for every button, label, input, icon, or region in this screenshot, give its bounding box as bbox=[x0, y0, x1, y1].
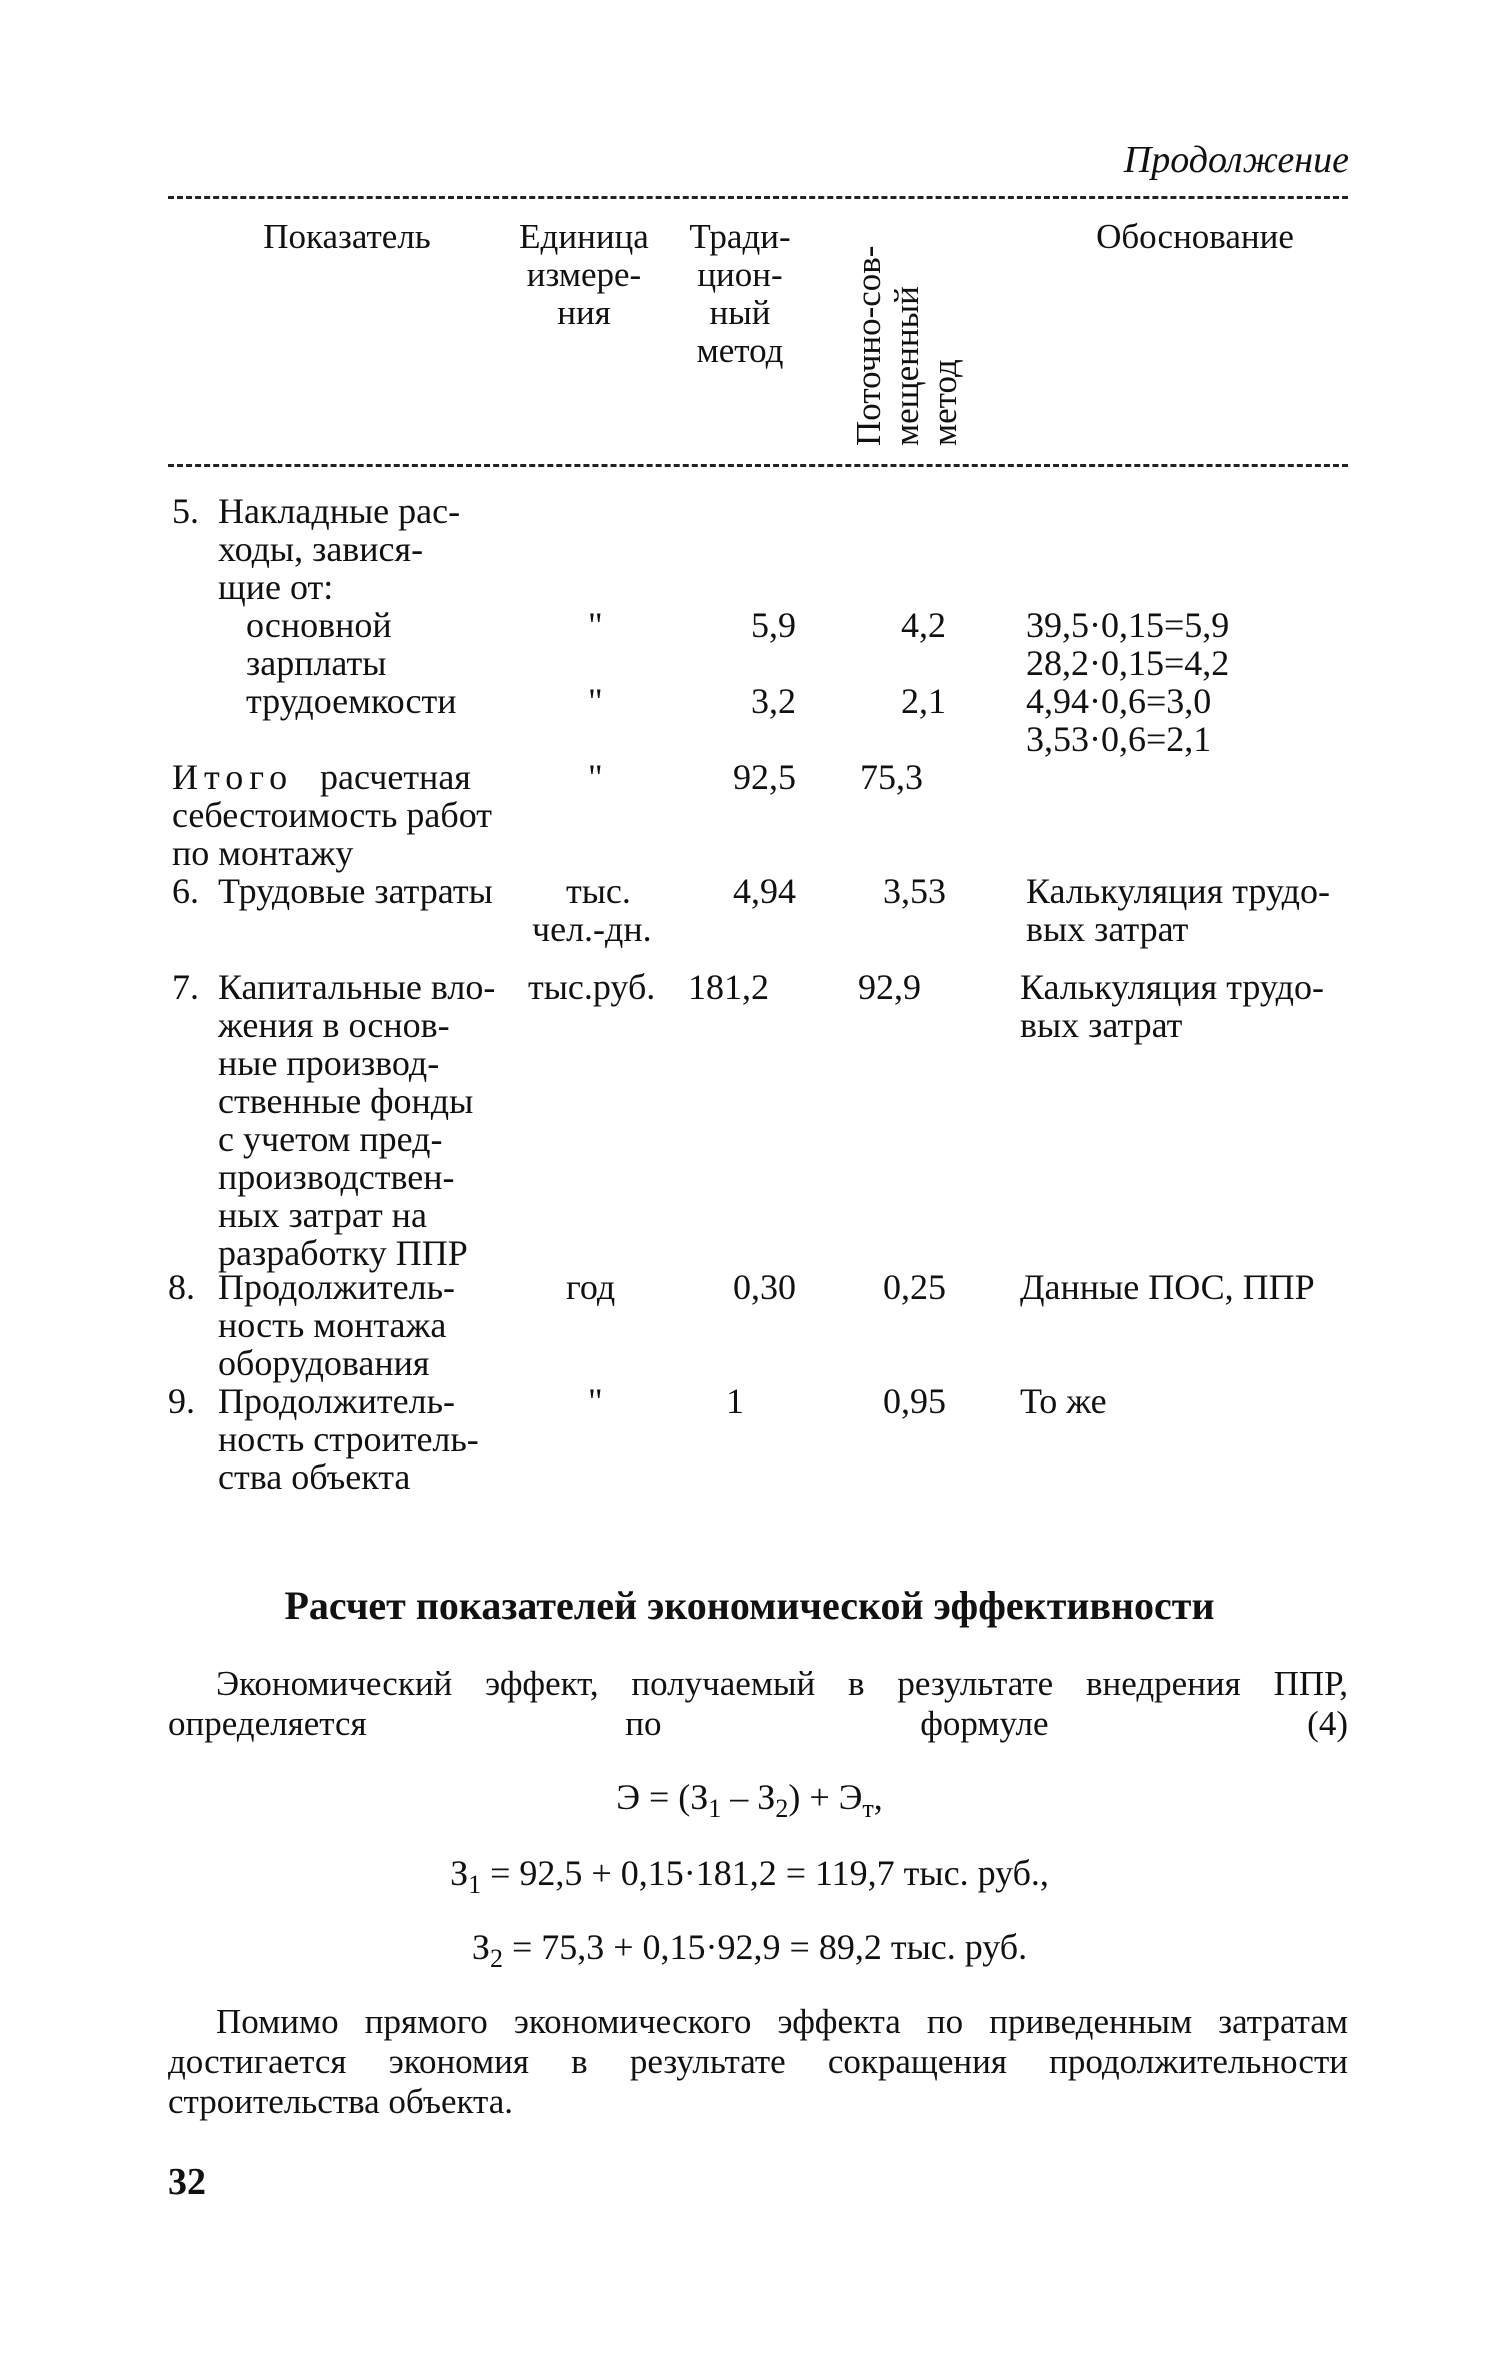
header-unit: Единица измере- ния bbox=[519, 217, 649, 332]
row5-sub2-label: трудоемкости bbox=[246, 681, 457, 721]
row9-number: 9. bbox=[168, 1381, 195, 1421]
row8-label-line3: оборудования bbox=[218, 1343, 430, 1383]
row7-label-line8: разработку ППР bbox=[218, 1233, 468, 1273]
row8-number: 8. bbox=[168, 1267, 195, 1307]
row5-sub2-unit: " bbox=[588, 681, 603, 721]
row6-unit-line1: тыс. bbox=[566, 871, 631, 911]
row9-label-line3: ства объекта bbox=[218, 1457, 411, 1497]
row5-sub1-label: основной bbox=[246, 605, 392, 645]
row5-sub1-flow: 4,2 bbox=[901, 605, 946, 645]
row5-sub1-traditional: 5,9 bbox=[751, 605, 796, 645]
row7-traditional: 181,2 bbox=[688, 967, 769, 1007]
total-flow: 75,3 bbox=[860, 757, 923, 797]
row5-sub1-label2: зарплаты bbox=[246, 643, 387, 683]
header-traditional: Тради- цион- ный метод bbox=[689, 217, 791, 370]
row8-label-line1: Продолжитель- bbox=[218, 1267, 455, 1307]
row5-label-line2: ходы, завися- bbox=[218, 529, 424, 569]
row7-label-line2: жения в основ- bbox=[218, 1005, 450, 1045]
row9-label-line2: ность строитель- bbox=[218, 1419, 479, 1459]
row8-traditional: 0,30 bbox=[733, 1267, 796, 1307]
header-flow-line2: мещенный bbox=[887, 286, 926, 446]
total-label-spaced: Итого bbox=[172, 757, 294, 797]
total-label-line1: расчетная bbox=[320, 757, 471, 797]
row7-basis-line2: вых затрат bbox=[1020, 1005, 1183, 1045]
row6-flow: 3,53 bbox=[883, 871, 946, 911]
row5-sub1-basis2: 28,2·0,15=4,2 bbox=[1026, 643, 1230, 683]
row7-flow: 92,9 bbox=[858, 967, 921, 1007]
row9-traditional: 1 bbox=[726, 1381, 744, 1421]
row6-label: Трудовые затраты bbox=[218, 871, 493, 911]
row5-sub1-basis1: 39,5·0,15=5,9 bbox=[1026, 605, 1230, 645]
row9-basis: То же bbox=[1020, 1381, 1107, 1421]
row9-unit: " bbox=[588, 1381, 603, 1421]
header-indicator: Показатель bbox=[263, 217, 431, 256]
row5-sub2-flow: 2,1 bbox=[901, 681, 946, 721]
header-flow-line3: метод bbox=[925, 359, 964, 446]
continuation-label: Продолжение bbox=[1123, 139, 1349, 181]
total-label-line3: по монтажу bbox=[172, 833, 354, 873]
row7-label-line7: ных затрат на bbox=[218, 1195, 427, 1235]
row5-number: 5. bbox=[172, 491, 199, 531]
total-unit: " bbox=[588, 757, 603, 797]
row8-unit: год bbox=[566, 1267, 616, 1307]
row7-label-line1: Капитальные вло- bbox=[218, 967, 496, 1007]
row8-label-line2: ность монтажа bbox=[218, 1305, 447, 1345]
row9-flow: 0,95 bbox=[883, 1381, 946, 1421]
row6-number: 6. bbox=[172, 871, 199, 911]
row6-traditional: 4,94 bbox=[733, 871, 796, 911]
row7-number: 7. bbox=[172, 967, 199, 1007]
row5-sub2-basis1: 4,94·0,6=3,0 bbox=[1026, 681, 1212, 721]
row7-label-line3: ные производ- bbox=[218, 1043, 440, 1083]
row5-sub1-unit: " bbox=[588, 605, 603, 645]
final-paragraph: Помимо прямого экономического эффекта по приведенным затратам достигается экономия в результате сокращения продолжительности строительства объекта. bbox=[168, 2002, 1348, 2121]
row7-label-line6: производствен- bbox=[218, 1157, 455, 1197]
header-flow-line1: Поточно-сов- bbox=[849, 245, 888, 446]
row7-label-line5: с учетом пред- bbox=[218, 1119, 443, 1159]
header-basis: Обоснование bbox=[1096, 217, 1294, 256]
formula-effect: $Э = (З_1 - З_2) + Э_т$, bbox=[616, 1777, 883, 1824]
formula-z1: $З_1 = 92,5 + 0,15\cdot 181,2 = 119,7$ тыс. руб., bbox=[450, 1853, 1049, 1900]
row7-unit: тыс.руб. bbox=[528, 967, 656, 1007]
total-label-line2: себестоимость работ bbox=[172, 795, 492, 835]
formula-z2: $З_2 = 75,3 + 0,15\cdot 92,9 = 89,2$ тыс. руб. bbox=[471, 1927, 1028, 1974]
section-title: Расчет показателей экономической эффективности bbox=[284, 1583, 1215, 1628]
row8-flow: 0,25 bbox=[883, 1267, 946, 1307]
intro-paragraph: Экономический эффект, получаемый в результате внедрения ППР, определяется по формуле (4) bbox=[168, 1664, 1348, 1743]
row7-basis-line1: Калькуляция трудо- bbox=[1020, 967, 1324, 1007]
table-header-rule bbox=[168, 464, 1348, 467]
table-top-rule bbox=[168, 196, 1348, 199]
row5-label-line1: Накладные рас- bbox=[218, 491, 461, 531]
page-number: 32 bbox=[168, 2161, 206, 2203]
row6-unit-line2: чел.-дн. bbox=[532, 909, 652, 949]
row6-basis-line2: вых затрат bbox=[1026, 909, 1189, 949]
row5-sub2-traditional: 3,2 bbox=[751, 681, 796, 721]
total-traditional: 92,5 bbox=[733, 757, 796, 797]
row8-basis: Данные ПОС, ППР bbox=[1020, 1267, 1315, 1307]
row6-basis-line1: Калькуляция трудо- bbox=[1026, 871, 1330, 911]
row5-sub2-basis2: 3,53·0,6=2,1 bbox=[1026, 719, 1212, 759]
row9-label-line1: Продолжитель- bbox=[218, 1381, 455, 1421]
row7-label-line4: ственные фонды bbox=[218, 1081, 474, 1121]
row5-label-line3: щие от: bbox=[218, 567, 334, 607]
